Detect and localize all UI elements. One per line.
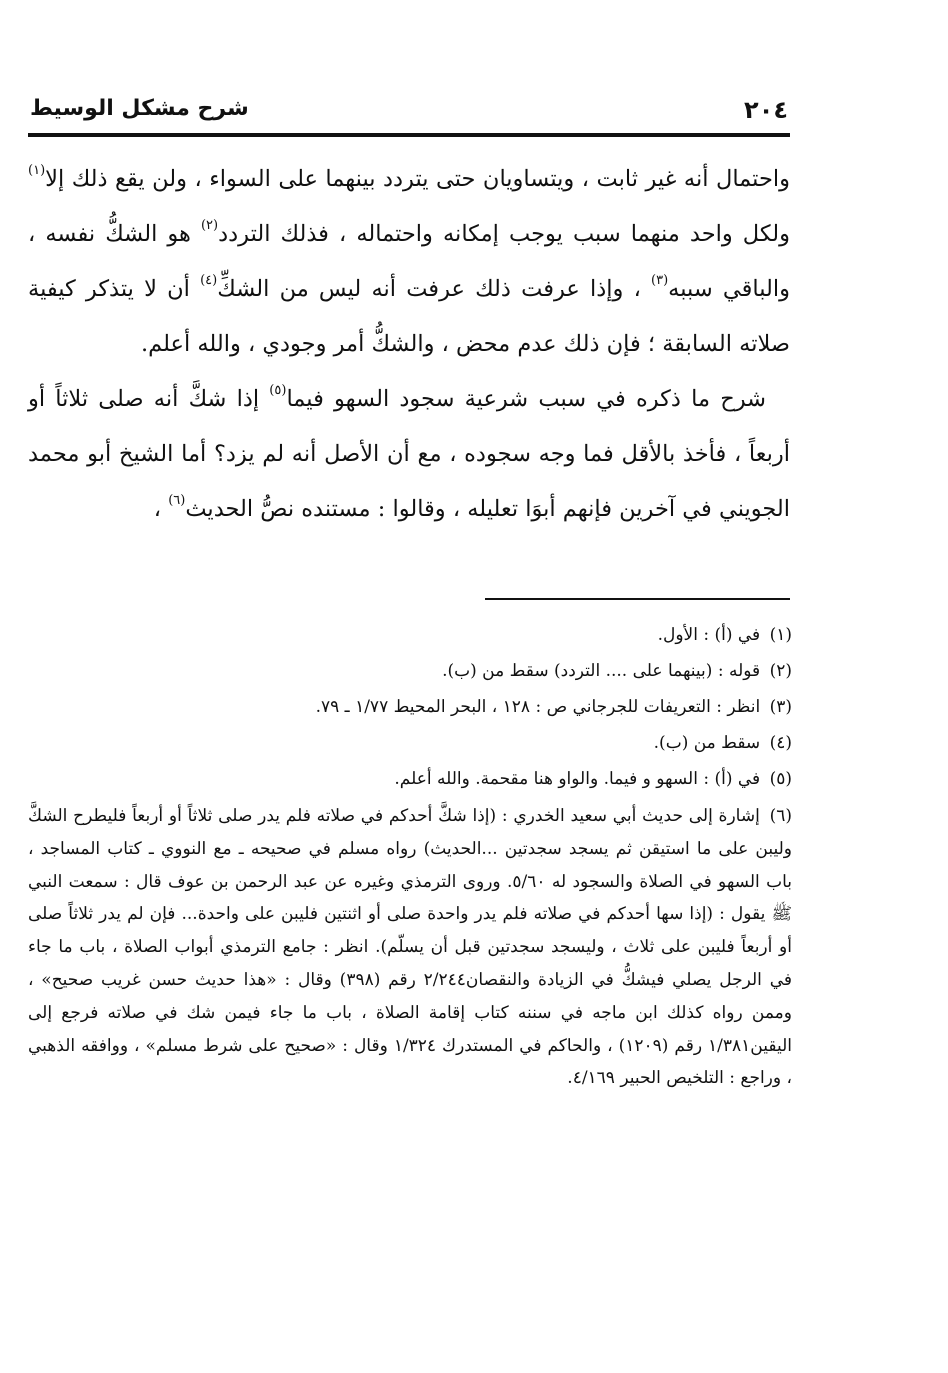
footnote-ref-5: (٥) xyxy=(269,382,287,398)
footnote-number: (١) xyxy=(769,625,792,645)
footnote-2 xyxy=(28,656,792,686)
footnotes xyxy=(28,620,792,1101)
footnote-text: انظر : التعريفات للجرجاني ص : ١٢٨ ، البحر المحيط ١/٧٧ ـ ٧٩. xyxy=(315,697,761,717)
page-number: ٢٠٤ xyxy=(744,96,788,124)
footnote-number: (٣) xyxy=(769,697,792,717)
footnote-text: سقط من (ب). xyxy=(653,733,761,753)
footnote-ref-2: (٢) xyxy=(200,217,219,233)
footnote-ref-6: (٦) xyxy=(168,492,186,508)
footnote-ref-1: (١) xyxy=(28,162,46,178)
footnote-number: (٤) xyxy=(769,733,792,753)
footnote-ref-3: (٣) xyxy=(651,272,669,288)
footnote-5 xyxy=(28,764,792,794)
footnote-text: قوله : (بينهما على .... التردد) سقط من (ب). xyxy=(442,661,761,681)
main-text xyxy=(28,152,790,537)
paragraph-2: شرح ما ذكره في سبب شرعية سجود السهو فيما$^{(٥)}$ إذا شكَّ أنه صلى ثلاثاً أو أربعاً ، فأخذ بالأقل فما وجه سجوده ، مع أن الأصل أنه لم يزد؟ أما الشيخ أبو محمد الجويني في آخرين فإنهم أبوَا تعليله ، وقالوا : مستنده نصُّ الحديث$^{(٦)}$ ، xyxy=(28,382,790,522)
footnote-number: (٦) xyxy=(769,806,792,826)
footnote-1 xyxy=(28,620,792,650)
footnote-separator xyxy=(485,598,790,600)
paragraph-1: واحتمال أنه غير ثابت ، ويتساويان حتى يتردد بينهما على السواء ، ولن يقع ذلك إلا$^{(١)}$ ولكل واحد منهما سبب يوجب إمكانه واحتماله ، فذلك التردد$^{(٢)}$ هو الشكُّ نفسه ، والباقي سببه$^{(٣)}$ ، وإذا عرفت ذلك عرفت أنه ليس من الشكِّ$^{(٤)}$ أن لا يتذكر كيفية صلاته السابقة ؛ فإن ذلك عدم محض ، والشكُّ أمر وجودي ، والله أعلم. xyxy=(28,162,790,357)
running-title: شرح مشكل الوسيط xyxy=(30,96,249,121)
footnote-number: (٢) xyxy=(769,661,792,681)
header-rule xyxy=(28,133,790,137)
footnote-text: إشارة إلى حديث أبي سعيد الخدري : (إذا شكَّ أحدكم في صلاته فلم يدر صلى ثلاثاً أو أربعاً فليطرح الشكَّ وليبن على ما استيقن ثم يسجد سجدتين ...الحديث) رواه مسلم في صحيحه ـ مع النووي ـ كتاب المساجد ، باب السهو في الصلاة والسجود له ٥/٦٠. وروى الترمذي وغيره عن عبد الرحمن بن عوف قال : سمعت النبي ﷺ يقول : (إذا سها أحدكم في صلاته فلم يدر واحدة صلى أو اثنتين فليبن على واحدة... فإن لم يدر ثلاثاً صلى أو أربعاً فليبن على ثلاث ، وليسجد سجدتين قبل أن يسلّم). انظر : جامع الترمذي أبواب الصلاة ، باب ما جاء في الرجل يصلي فيشكُّ في الزيادة والنقصان٢/٢٤٤ رقم (٣٩٨) وقال : «هذا حديث حسن غريب صحيح» ، وممن رواه كذلك ابن ماجه في سننه كتاب إقامة الصلاة ، باب ما جاء فيمن شك في صلاته فرجع إلى اليقين١/٣٨١ رقم (١٢٠٩) ، والحاكم في المستدرك ١/٣٢٤ وقال : «صحيح على شرط مسلم» ، ووافقه الذهبي ، وراجع : التلخيص الحبير ٤/١٦٩. xyxy=(28,806,793,1089)
page-header xyxy=(30,92,788,132)
footnote-6 xyxy=(28,800,792,1095)
footnote-text: في (أ) : الأول. xyxy=(657,625,761,645)
footnote-4 xyxy=(28,728,792,758)
footnote-number: (٥) xyxy=(769,769,792,789)
footnote-3 xyxy=(28,692,792,722)
footnote-text: في (أ) : السهو و فيما. والواو هنا مقحمة. والله أعلم. xyxy=(394,769,761,789)
footnote-ref-4: (٤) xyxy=(200,272,218,288)
